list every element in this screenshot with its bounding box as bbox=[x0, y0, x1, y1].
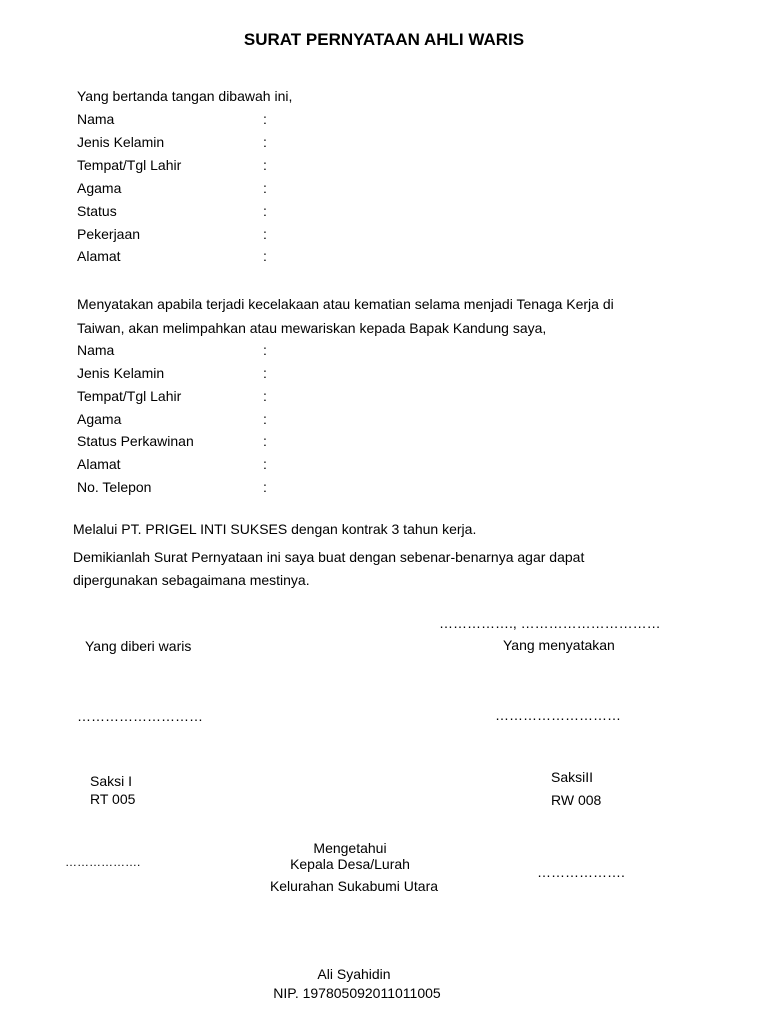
field-label: No. Telepon bbox=[77, 479, 152, 495]
official-title: Kepala Desa/Lurah bbox=[290, 856, 410, 872]
field-label: Nama bbox=[77, 111, 115, 127]
field-colon: : bbox=[263, 248, 267, 264]
field-row bbox=[77, 134, 317, 154]
field-colon: : bbox=[263, 134, 267, 150]
statement-line-1: Menyatakan apabila terjadi kecelakaan atau kematian selama menjadi Tenaga Kerja di bbox=[77, 296, 614, 312]
witness2-unit: RW 008 bbox=[551, 792, 602, 808]
field-row bbox=[77, 111, 317, 131]
statement-line-2: Taiwan, akan melimpahkan atau mewariskan kepada Bapak Kandung saya, bbox=[77, 320, 547, 336]
village-name: Kelurahan Sukabumi Utara bbox=[269, 878, 439, 894]
official-nip: NIP. 197805092011011005 bbox=[273, 985, 441, 1001]
field-colon: : bbox=[263, 226, 267, 242]
field-label: Alamat bbox=[77, 456, 121, 472]
field-row bbox=[77, 226, 317, 246]
field-colon: : bbox=[263, 157, 267, 173]
field-colon: : bbox=[263, 111, 267, 127]
witness2-label: SaksiII bbox=[551, 769, 594, 785]
field-label: Agama bbox=[77, 180, 122, 196]
heir-signature-line: ……………………… bbox=[77, 708, 203, 724]
field-label: Agama bbox=[77, 411, 122, 427]
field-row bbox=[77, 456, 317, 476]
field-row bbox=[77, 388, 317, 408]
field-label: Pekerjaan bbox=[77, 226, 141, 242]
field-colon: : bbox=[263, 203, 267, 219]
document-title: SURAT PERNYATAAN AHLI WARIS bbox=[243, 30, 525, 49]
field-label: Nama bbox=[77, 342, 115, 358]
field-row bbox=[77, 365, 317, 385]
witness1-label: Saksi I bbox=[90, 773, 133, 789]
field-colon: : bbox=[263, 388, 267, 404]
acknowledgement-heading: Mengetahui bbox=[313, 840, 387, 856]
field-row bbox=[77, 433, 317, 453]
field-row bbox=[77, 342, 317, 362]
field-label: Alamat bbox=[77, 248, 121, 264]
intro-text: Yang bertanda tangan dibawah ini, bbox=[77, 88, 293, 104]
field-row bbox=[77, 248, 317, 268]
field-row bbox=[77, 180, 317, 200]
field-row bbox=[77, 479, 317, 499]
field-colon: : bbox=[263, 433, 267, 449]
field-label: Tempat/Tgl Lahir bbox=[77, 157, 182, 173]
heir-label: Yang diberi waris bbox=[85, 638, 192, 654]
closing-line-2: dipergunakan sebagaimana mestinya. bbox=[73, 572, 310, 588]
field-colon: : bbox=[263, 365, 267, 381]
witness1-signature-line: ………………. bbox=[65, 855, 141, 869]
field-colon: : bbox=[263, 180, 267, 196]
field-colon: : bbox=[263, 456, 267, 472]
field-label: Status bbox=[77, 203, 117, 219]
place-date-blank: ……………., ………………………… bbox=[439, 615, 661, 631]
witness2-signature-line: ………………. bbox=[537, 864, 625, 880]
field-label: Status Perkawinan bbox=[77, 433, 194, 449]
field-label: Jenis Kelamin bbox=[77, 365, 165, 381]
agency-statement: Melalui PT. PRIGEL INTI SUKSES dengan kontrak 3 tahun kerja. bbox=[73, 521, 477, 537]
field-row bbox=[77, 203, 317, 223]
field-label: Jenis Kelamin bbox=[77, 134, 165, 150]
declarant-label: Yang menyatakan bbox=[503, 637, 615, 653]
field-row bbox=[77, 157, 317, 177]
field-colon: : bbox=[263, 411, 267, 427]
field-label: Tempat/Tgl Lahir bbox=[77, 388, 182, 404]
field-colon: : bbox=[263, 479, 267, 495]
closing-line-1: Demikianlah Surat Pernyataan ini saya buat dengan sebenar-benarnya agar dapat bbox=[73, 549, 585, 565]
witness1-unit: RT 005 bbox=[90, 791, 136, 807]
field-row bbox=[77, 411, 317, 431]
official-name: Ali Syahidin bbox=[317, 966, 391, 982]
field-colon: : bbox=[263, 342, 267, 358]
declarant-signature-line: ……………………… bbox=[495, 707, 621, 723]
